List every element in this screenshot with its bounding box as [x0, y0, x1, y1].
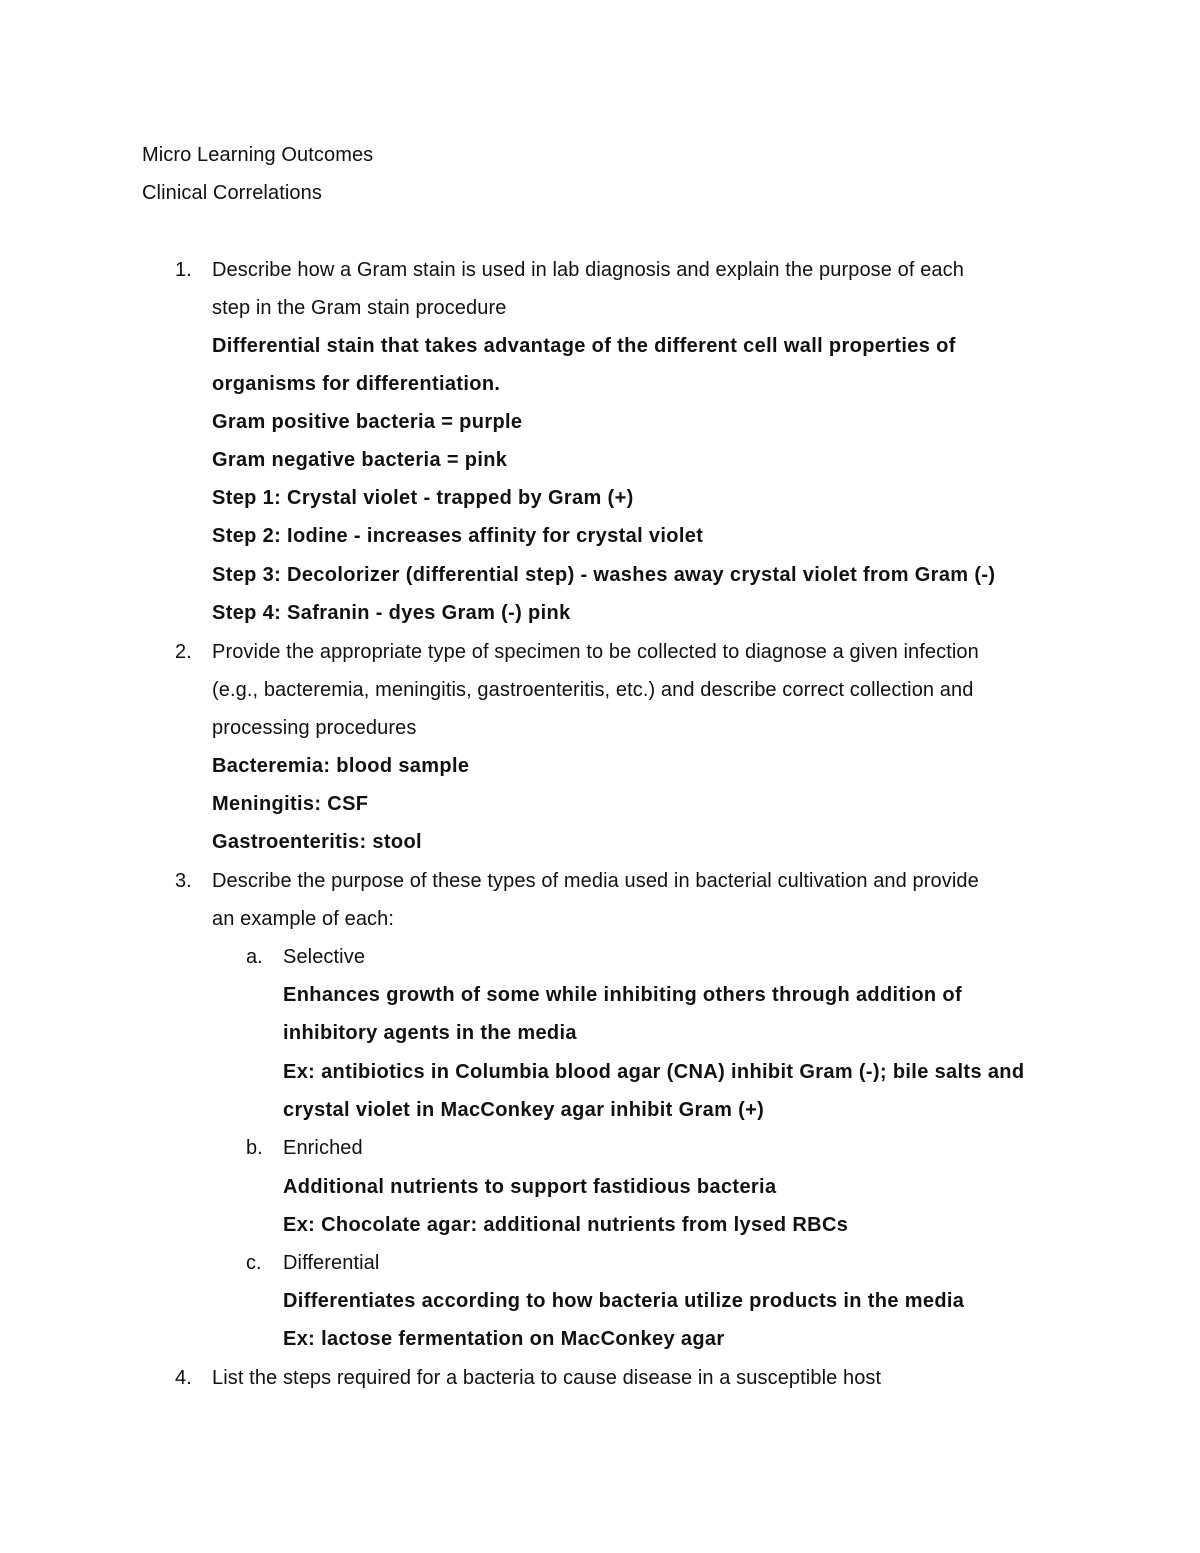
- answer-line: Step 1: Crystal violet - trapped by Gram (+): [212, 487, 634, 509]
- document-title: Micro Learning Outcomes: [142, 144, 374, 166]
- answer-line: Gram positive bacteria = purple: [212, 411, 523, 433]
- sub-item-label: Differential: [283, 1252, 380, 1274]
- question-line: step in the Gram stain procedure: [212, 297, 507, 319]
- question-line: Provide the appropriate type of specimen to be collected to diagnose a given infection: [212, 641, 979, 663]
- answer-line: Additional nutrients to support fastidious bacteria: [283, 1176, 777, 1198]
- sub-item-letter: a.: [246, 946, 263, 968]
- answer-line: Step 2: Iodine - increases affinity for crystal violet: [212, 525, 704, 547]
- sub-item-label: Enriched: [283, 1137, 363, 1159]
- answer-line: Differential stain that takes advantage of the different cell wall properties of: [212, 335, 956, 357]
- item-number: 2.: [175, 641, 192, 663]
- item-number: 3.: [175, 870, 192, 892]
- sub-item-letter: b.: [246, 1137, 263, 1159]
- question-line: Describe the purpose of these types of media used in bacterial cultivation and provide: [212, 870, 979, 892]
- answer-line: Gastroenteritis: stool: [212, 831, 422, 853]
- answer-line: Ex: lactose fermentation on MacConkey agar: [283, 1328, 725, 1350]
- question-line: processing procedures: [212, 717, 417, 739]
- question-line: List the steps required for a bacteria to cause disease in a susceptible host: [212, 1367, 882, 1389]
- question-line: Describe how a Gram stain is used in lab diagnosis and explain the purpose of each: [212, 259, 964, 281]
- answer-line: Ex: antibiotics in Columbia blood agar (CNA) inhibit Gram (-); bile salts and: [283, 1061, 1025, 1083]
- item-number: 4.: [175, 1367, 192, 1389]
- answer-line: Step 4: Safranin - dyes Gram (-) pink: [212, 602, 571, 624]
- answer-line: Step 3: Decolorizer (differential step) - washes away crystal violet from Gram (-): [212, 564, 996, 586]
- answer-line: Enhances growth of some while inhibiting others through addition of: [283, 984, 962, 1006]
- answer-line: Differentiates according to how bacteria utilize products in the media: [283, 1290, 965, 1312]
- sub-item-label: Selective: [283, 946, 366, 968]
- question-line: an example of each:: [212, 908, 395, 930]
- answer-line: Gram negative bacteria = pink: [212, 449, 508, 471]
- answer-line: Bacteremia: blood sample: [212, 755, 470, 777]
- answer-line: Ex: Chocolate agar: additional nutrients from lysed RBCs: [283, 1214, 849, 1236]
- question-line: (e.g., bacteremia, meningitis, gastroenteritis, etc.) and describe correct collection and: [212, 679, 974, 701]
- answer-line: inhibitory agents in the media: [283, 1022, 577, 1044]
- sub-item-letter: c.: [246, 1252, 262, 1274]
- item-number: 1.: [175, 259, 192, 281]
- answer-line: organisms for differentiation.: [212, 373, 501, 395]
- answer-line: crystal violet in MacConkey agar inhibit Gram (+): [283, 1099, 765, 1121]
- document-subtitle: Clinical Correlations: [142, 182, 322, 204]
- answer-line: Meningitis: CSF: [212, 793, 369, 815]
